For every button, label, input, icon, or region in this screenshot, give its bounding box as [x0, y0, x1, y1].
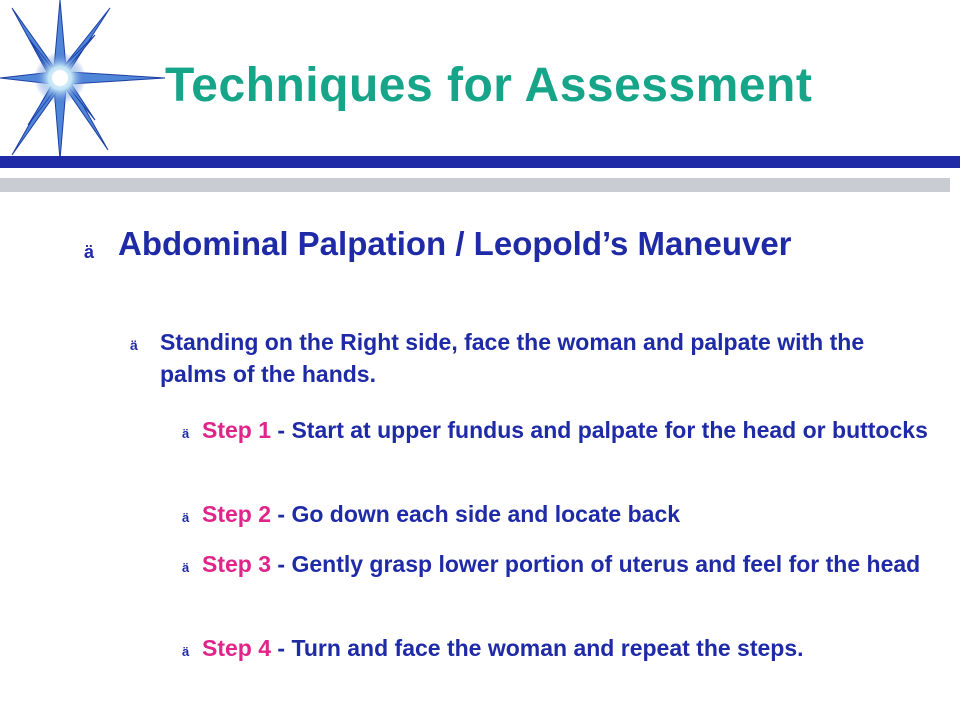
- bullet-icon: ä: [182, 426, 190, 441]
- step-item: [202, 498, 942, 530]
- bullet-icon: ä: [84, 242, 95, 262]
- step-label: Step 3: [202, 551, 272, 577]
- step-description: - Go down each side and locate back: [271, 501, 681, 527]
- bullet-icon: ä: [182, 510, 190, 525]
- bullet-icon: ä: [130, 337, 138, 353]
- step-label: Step 4: [202, 635, 272, 661]
- sub-bullet: Standing on the Right side, face the woman and palpate with the palms of the hands.: [160, 329, 865, 387]
- star-burst-logo-icon: [0, 0, 170, 170]
- step-description: - Gently grasp lower portion of uterus and feel for the head: [271, 551, 921, 577]
- slide-title: Techniques for Assessment: [165, 59, 813, 112]
- main-bullet: Abdominal Palpation / Leopold’s Maneuver: [118, 225, 792, 262]
- bullet-icon: ä: [182, 644, 190, 659]
- title-divider-light: [0, 178, 950, 192]
- step-item: [202, 548, 942, 580]
- step-label: Step 2: [202, 501, 272, 527]
- bullet-icon: ä: [182, 560, 190, 575]
- step-label: Step 1: [202, 417, 272, 443]
- step-item: [202, 414, 942, 446]
- step-description: - Start at upper fundus and palpate for the head or buttocks: [271, 417, 928, 443]
- step-description: - Turn and face the woman and repeat the steps.: [271, 635, 804, 661]
- step-item: [202, 632, 942, 664]
- title-divider-dark: [0, 156, 960, 168]
